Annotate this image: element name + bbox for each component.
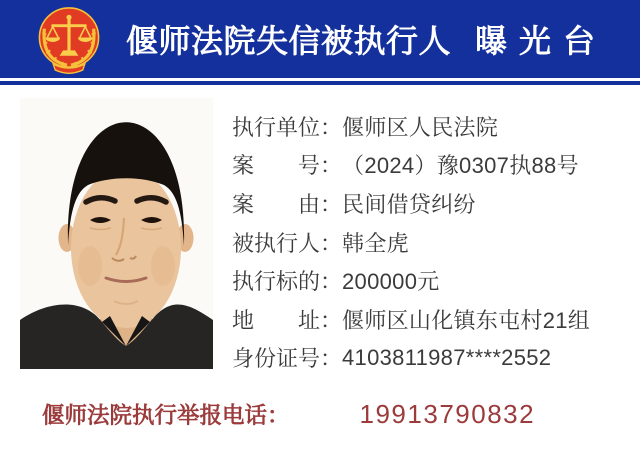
title-left: 偃师法院失信被执行人 bbox=[126, 23, 452, 59]
field-value: 4103811987****2552 bbox=[342, 344, 552, 370]
field-row-address bbox=[232, 300, 632, 339]
debtor-portrait-photo bbox=[20, 98, 213, 369]
field-value: 偃师区山化镇东屯村21组 bbox=[342, 307, 591, 333]
field-value: 民间借贷纠纷 bbox=[342, 191, 476, 217]
field-row-target-amount bbox=[232, 261, 632, 300]
field-row-id-number bbox=[232, 339, 632, 378]
title-right: 曝光台 bbox=[475, 23, 608, 59]
field-label: 地 址： bbox=[232, 307, 343, 333]
field-value: （2024）豫0307执88号 bbox=[342, 153, 579, 179]
header-divider bbox=[0, 81, 640, 85]
field-label: 执行标的： bbox=[232, 269, 343, 295]
court-emblem-icon bbox=[33, 5, 105, 74]
field-label: 被执行人： bbox=[232, 230, 343, 256]
hotline-label: 偃师法院执行举报电话： bbox=[42, 403, 290, 428]
report-hotline bbox=[42, 398, 535, 430]
field-row-executing-unit bbox=[232, 107, 632, 146]
field-label: 案 号： bbox=[232, 153, 343, 179]
field-row-debtor-name bbox=[232, 223, 632, 262]
info-panel bbox=[232, 107, 632, 377]
field-label: 身份证号： bbox=[232, 346, 343, 372]
field-row-case-number bbox=[232, 146, 632, 185]
field-row-cause bbox=[232, 184, 632, 223]
field-label: 案 由： bbox=[232, 191, 343, 217]
field-value: 韩全虎 bbox=[342, 230, 409, 256]
field-value: 200000元 bbox=[342, 269, 440, 295]
hotline-phone-number: 19913790832 bbox=[359, 399, 536, 429]
field-value: 偃师区人民法院 bbox=[342, 114, 499, 140]
field-label: 执行单位： bbox=[232, 114, 343, 140]
page-title bbox=[126, 0, 607, 78]
